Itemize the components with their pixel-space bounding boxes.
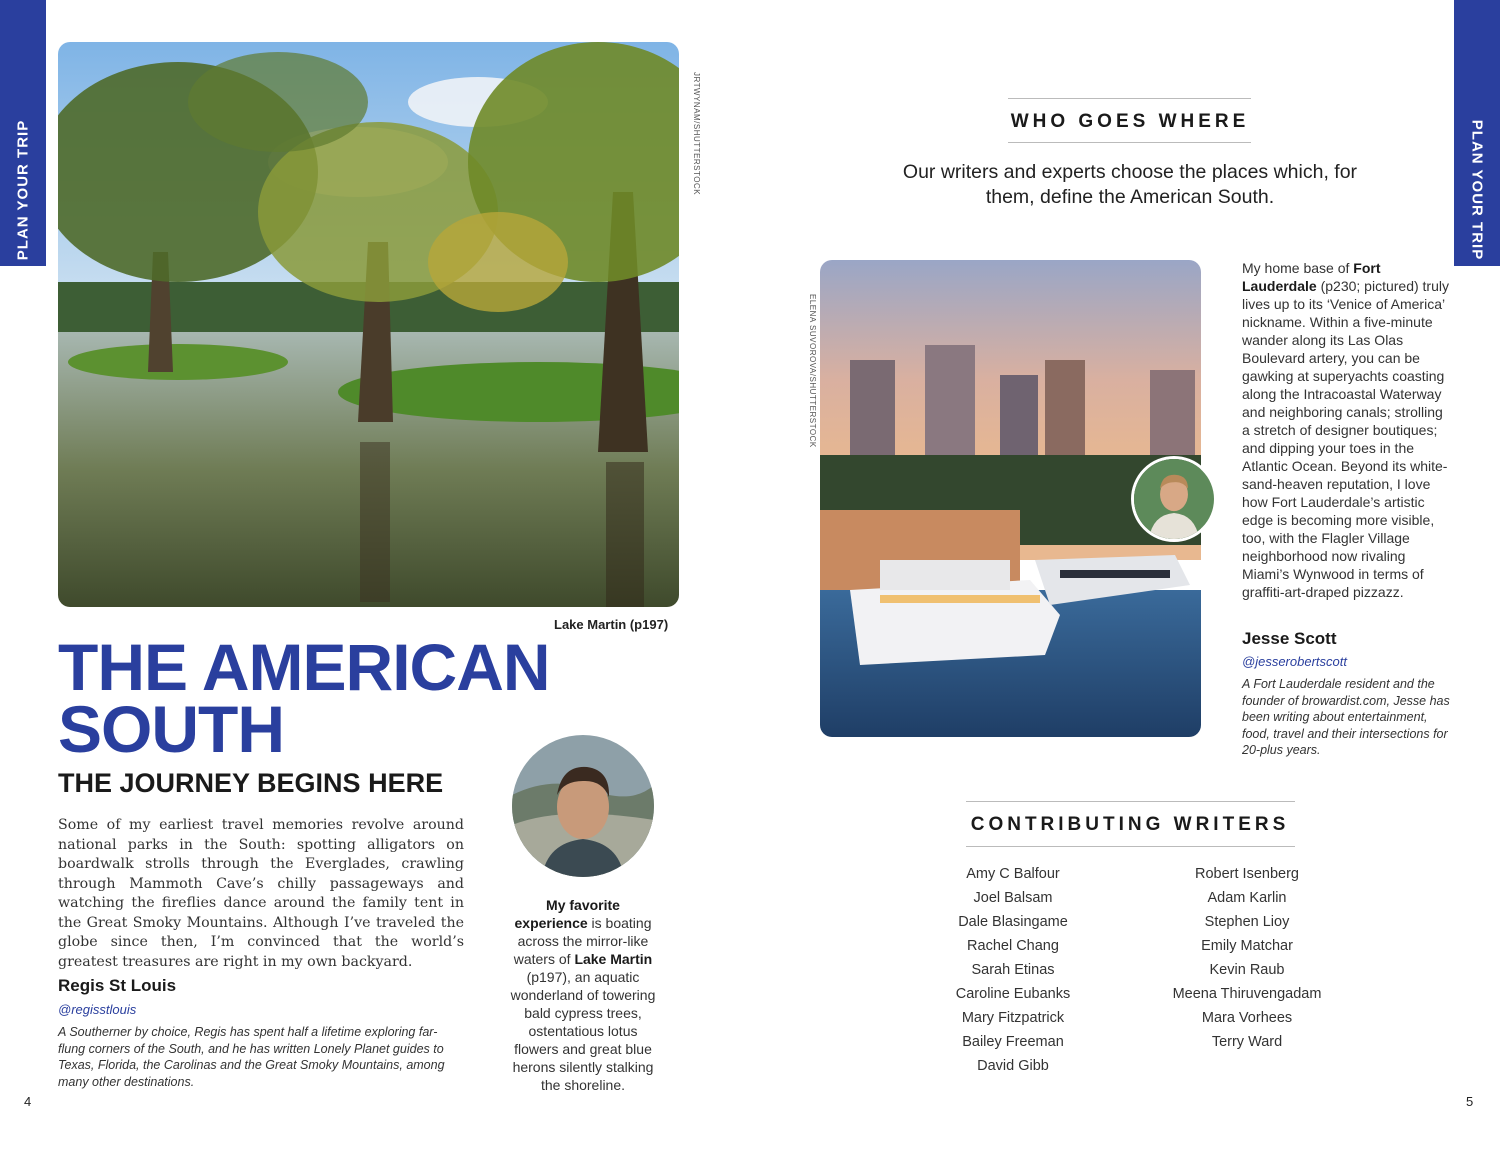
writers-column-2: [1147, 862, 1347, 1054]
intro-paragraph: Some of my earliest travel memories revolve around national parks in the South: spotting alligators on boardwalk strolls through the Everglades, crawling through Mammoth Cave’s chilly passageways and watching the fireflies dance around the family tent in the Great Smoky Mountains. Although I’ve traveled the globe since then, I’m convinced that the world’s greatest treasures are right in my own backyard.: [58, 817, 464, 970]
writer-name: Adam Karlin: [1207, 890, 1287, 906]
author-bio-regis: A Southerner by choice, Regis has spent half a lifetime exploring far-flung corners of the South, and he has written Lonely Planet guides to Texas, Florida, the Carolinas and the Great Smoky Mountains, among many other destinations.: [58, 1025, 445, 1089]
favorite-is: is boating across the mirror-like waters of: [513, 915, 652, 967]
side-tab-left: [0, 0, 46, 266]
writer-name: Terry Ward: [1211, 1034, 1283, 1050]
side-tab-right-label: PLAN YOUR TRIP: [1468, 119, 1486, 261]
title-line-1: THE AMERICAN: [58, 630, 550, 704]
lake-martin-photo: [58, 42, 679, 607]
who-goes-where-description: Our writers and experts choose the places which, for them, define the American South.: [902, 161, 1358, 208]
side-tab-right: [1454, 0, 1500, 266]
jesse-body: (p230; pictured) truly lives up to its ‘Venice of America’ nickname. Within a five-minute wander along its Las Olas Boulevard artery, you can be gawking at superyachts coasting along the Intracoastal Waterway and neighboring canals; strolling a stretch of designer boutiques; and dipping your toes in the Atlantic Ocean. Beyond its white-sand-heaven reputation, I love how Fort Lauderdale’s artistic edge is becoming more visible, too, with the Flagler Village neighborhood now rivaling Miami’s Wynwood in terms of graffiti-art-draped pizzazz.: [1242, 278, 1449, 600]
lake-photo-credit: JRTWYNAM/SHUTTERSTOCK: [692, 72, 701, 196]
writer-name: Joel Balsam: [973, 890, 1053, 906]
contrib-heading-rule-bottom: [966, 846, 1295, 847]
jesse-intro: My home base of: [1242, 260, 1354, 276]
fortlauderdale-photo-credit: ELENA SUVOROVA/SHUTTERSTOCK: [808, 294, 817, 448]
side-tab-left-label: PLAN YOUR TRIP: [14, 119, 32, 261]
writer-name: Sarah Etinas: [971, 962, 1055, 978]
writer-name: Stephen Lioy: [1204, 914, 1290, 930]
jesse-place: Fort Lauderdale: [1242, 260, 1381, 294]
jesse-paragraph: [1242, 259, 1454, 601]
jesse-avatar: [1131, 456, 1217, 542]
lake-photo-caption: Lake Martin (p197): [554, 617, 669, 632]
favorite-experience: [508, 896, 658, 1094]
who-heading-rule-top: [1008, 98, 1251, 99]
writer-name: Emily Matchar: [1201, 938, 1293, 954]
writer-name: Meena Thiruvengadam: [1172, 986, 1322, 1002]
author-handle-jesse[interactable]: @jesserobertscott: [1242, 654, 1347, 669]
favorite-place: Lake Martin: [574, 951, 653, 967]
who-heading-rule-bottom: [1008, 142, 1251, 143]
writer-name: Dale Blasingame: [958, 914, 1068, 930]
writer-name: Mary Fitzpatrick: [961, 1010, 1065, 1026]
writer-name: Caroline Eubanks: [955, 986, 1071, 1002]
page-subtitle: THE JOURNEY BEGINS HERE: [58, 768, 444, 798]
who-goes-where-heading: WHO GOES WHERE: [1010, 111, 1250, 132]
author-bio-jesse: A Fort Lauderdale resident and the founder of browardist.com, Jesse has been writing about entertainment, food, travel and their intersections for 20-plus years.: [1242, 677, 1450, 757]
author-name-jesse: Jesse Scott: [1242, 629, 1337, 648]
writers-column-1: [913, 862, 1113, 1078]
writer-name: Rachel Chang: [967, 938, 1059, 954]
regis-avatar: [512, 735, 654, 877]
page-number-left: 4: [24, 1094, 32, 1109]
author-name-regis: Regis St Louis: [58, 976, 177, 995]
writer-name: Bailey Freeman: [962, 1034, 1064, 1050]
writer-name: Mara Vorhees: [1201, 1010, 1293, 1026]
writer-name: Amy C Balfour: [966, 866, 1060, 882]
writer-name: Kevin Raub: [1209, 962, 1285, 978]
page-title: [58, 630, 550, 766]
author-handle-regis[interactable]: @regisstlouis: [58, 1002, 137, 1017]
contributing-writers-heading: CONTRIBUTING WRITERS: [970, 814, 1290, 835]
contrib-heading-rule-top: [966, 801, 1295, 802]
title-line-2: SOUTH: [58, 692, 284, 766]
writer-name: Robert Isenberg: [1195, 866, 1299, 882]
favorite-rest: (p197), an aquatic wonderland of towering bald cypress trees, ostentatious lotus flowers and great blue herons silently stalking the shoreline.: [510, 969, 656, 1093]
favorite-lead: My favorite experience: [514, 897, 620, 931]
writer-name: David Gibb: [977, 1058, 1049, 1074]
page-number-right: 5: [1466, 1094, 1474, 1109]
